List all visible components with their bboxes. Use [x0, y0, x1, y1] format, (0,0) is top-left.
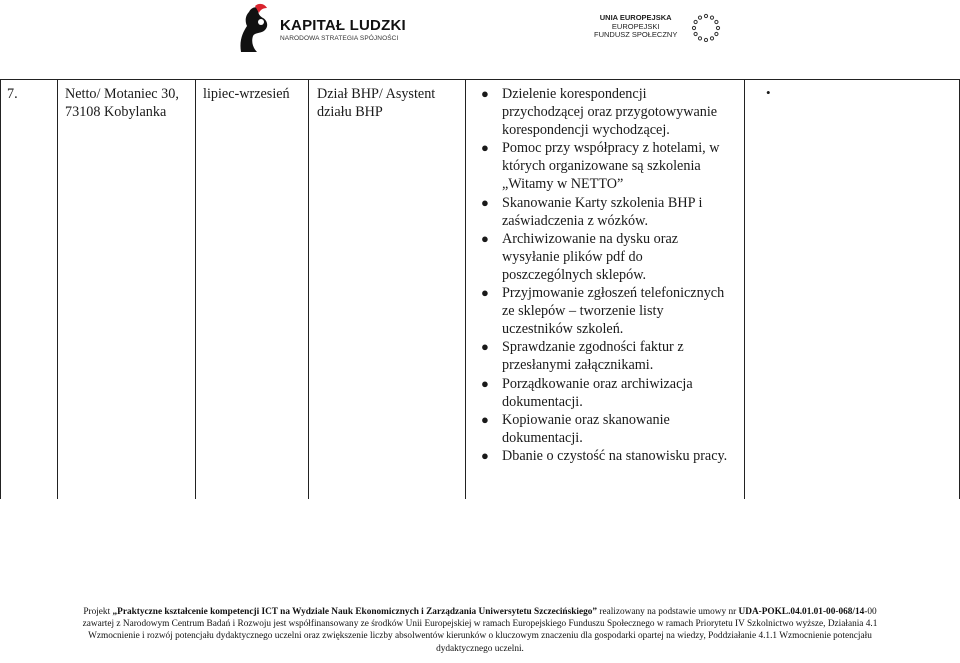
list-item	[477, 85, 732, 139]
row-period: lipiec-wrzesień	[203, 86, 290, 102]
list-item	[477, 194, 732, 230]
bullet-icon: ●	[481, 339, 489, 355]
eu-logo-text	[594, 14, 677, 40]
bullet-icon: ●	[481, 411, 489, 427]
bullet-icon: ●	[481, 86, 489, 101]
table-top-border	[0, 79, 960, 80]
task-text: Pomoc przy współpracy z hotelami, w których organizowane są szkolenia „Witamy w NETTO”	[502, 140, 720, 193]
logo-title: KAPITAŁ LUDZKI	[280, 17, 406, 34]
table-divider	[57, 79, 58, 499]
task-list	[477, 85, 732, 465]
table-divider	[308, 79, 309, 499]
footer-line-1	[0, 606, 960, 618]
footer-line-2: zawartej z Narodowym Centrum Badań i Rozwoju jest współfinansowany ze środków Unii Europejskiej w ramach Europejskiego Funduszu Społecznego w ramach Priorytetu IV Szkolnictwo wyższe, Działania 4.1	[82, 619, 878, 630]
bullet-icon: ●	[481, 140, 489, 156]
row-place: Netto/ Motaniec 30, 73108 Kobylanka	[65, 86, 179, 120]
bullet-icon: ●	[481, 447, 489, 463]
list-item	[477, 284, 732, 338]
bullet-icon: ●	[481, 285, 489, 301]
task-text: Dzielenie korespondencji przychodzącej oraz przygotowywanie korespondencji wychodzącej.	[502, 86, 718, 139]
task-text: Sprawdzanie zgodności faktur z przesłanymi załącznikami.	[502, 339, 684, 374]
bullet-icon: ●	[481, 194, 489, 210]
eu-logo	[594, 10, 744, 46]
footer-mid: realizowany na podstawie umowy nr	[597, 607, 739, 617]
row-number: 7.	[7, 86, 18, 102]
task-text: Kopiowanie oraz skanowanie dokumentacji.	[502, 411, 670, 446]
task-text: Przyjmowanie zgłoszeń telefonicznych ze sklepów – tworzenie listy uczestników szkoleń.	[502, 285, 725, 338]
empty-cell-bullet-icon: •	[766, 85, 771, 100]
eu-logo-line2: EUROPEJSKI	[611, 21, 660, 31]
table-divider	[465, 79, 466, 499]
footer-line-4: dydaktycznego uczelni.	[436, 643, 524, 654]
table-divider	[195, 79, 196, 499]
task-text: Porządkowanie oraz archiwizacja dokumentacji.	[502, 375, 693, 410]
table-divider	[744, 79, 745, 499]
list-item	[477, 411, 732, 447]
eu-flag-icon	[686, 12, 726, 42]
footer-line-3: Wzmocnienie i rozwój potencjału dydaktycznego uczelni oraz zwiększenie liczby absolwentów kierunków o kluczowym znaczeniu dla gospodarki opartej na wiedzy, Poddziałanie 4.1.1 Wzmocnienie potencjału	[88, 631, 872, 642]
footer-end: -00	[864, 607, 877, 617]
bullet-icon: ●	[481, 230, 489, 246]
task-text: Dbanie o czystość na stanowisku pracy.	[502, 447, 728, 464]
list-item	[477, 338, 732, 374]
kapital-ludzki-logo	[233, 2, 433, 54]
footer	[0, 606, 960, 655]
task-text: Skanowanie Karty szkolenia BHP i zaświadczenia z wózków.	[502, 194, 703, 229]
list-item	[477, 139, 732, 193]
footer-contract: UDA-POKL.04.01.01-00-068/14	[738, 607, 865, 617]
task-text: Archiwizowanie na dysku oraz wysyłanie plików pdf do poszczególnych sklepów.	[502, 230, 679, 283]
row-department: Dział BHP/ Asystent działu BHP	[317, 86, 436, 120]
kapital-ludzki-emblem-icon	[233, 2, 277, 54]
eu-logo-line3: FUNDUSZ SPOŁECZNY	[594, 30, 678, 39]
logo-subtitle: NARODOWA STRATEGIA SPÓJNOŚCI	[280, 35, 399, 42]
list-item	[477, 447, 732, 465]
eu-logo-line1: UNIA EUROPEJSKA	[599, 13, 672, 22]
bullet-icon: ●	[481, 375, 489, 391]
table-border	[0, 79, 1, 499]
list-item	[477, 230, 732, 284]
footer-prefix: Projekt	[83, 607, 113, 617]
footer-project-title: „Praktyczne kształcenie kompetencji ICT na Wydziale Nauk Ekonomicznych i Zarządzania Uniwersytetu Szczecińskiego”	[112, 607, 598, 617]
list-item	[477, 375, 732, 411]
